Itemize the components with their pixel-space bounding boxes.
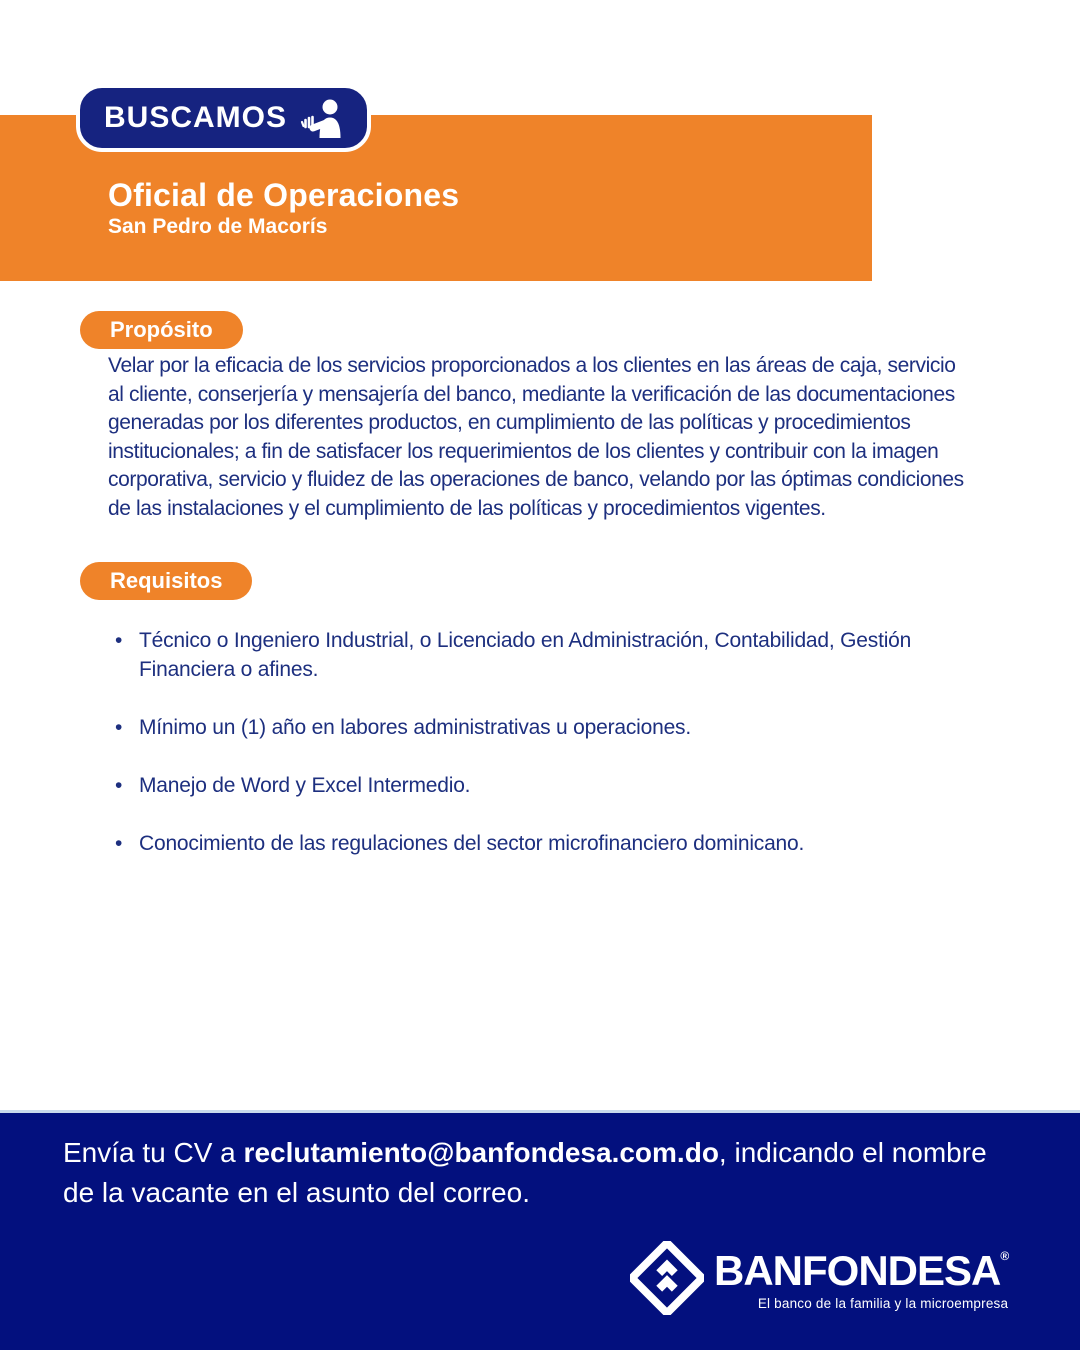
- contact-email[interactable]: reclutamiento@banfondesa.com.do: [243, 1137, 719, 1168]
- person-waving-icon: [299, 98, 345, 138]
- list-item: • Mínimo un (1) año en labores administrativas u operaciones.: [113, 713, 913, 742]
- banfondesa-logo: [630, 1241, 1008, 1320]
- list-item: • Manejo de Word y Excel Intermedio.: [113, 771, 913, 800]
- contact-prefix: Envía tu CV a: [63, 1137, 244, 1168]
- page-title: Oficial de Operaciones: [108, 177, 460, 213]
- banfondesa-diamond-icon: [630, 1241, 704, 1320]
- contact-instructions: [63, 1133, 1013, 1213]
- buscamos-label: BUSCAMOS: [104, 101, 288, 134]
- list-item: • Conocimiento de las regulaciones del sector microfinanciero dominicano.: [113, 829, 913, 858]
- proposito-body-text: Velar por la eficacia de los servicios proporcionados a los clientes en las áreas de caja, servicio al cliente, conserjería y mensajería del banco, mediante la verificación de las documentaciones generadas por los diferentes productos, en cumplimiento de las políticas y procedimientos institucionales; a fin de satisfacer los requerimientos de los clientes y contribuir con la imagen corporativa, servicio y fluidez de las operaciones de banco, velando por las óptimas condiciones de las instalaciones y el cumplimiento de las políticas y procedimientos vigentes.: [108, 354, 964, 520]
- requisitos-list: [113, 626, 913, 887]
- list-item: • Técnico o Ingeniero Industrial, o Licenciado en Administración, Contabilidad, Gestión Financiera o afines.: [113, 626, 913, 684]
- buscamos-badge: [76, 84, 371, 152]
- footer: [0, 1110, 1080, 1350]
- logo-tagline: El banco de la familia y la microempresa: [757, 1296, 1009, 1311]
- contact-suffix: , indicando el nombre de la vacante en el asunto del correo.: [63, 1137, 987, 1208]
- section-pill-requisitos: Requisitos: [80, 562, 252, 600]
- registered-mark: ®: [1000, 1249, 1009, 1263]
- location-subtitle: San Pedro de Macorís: [108, 215, 328, 238]
- logo-wordmark: BANFONDESA®: [714, 1247, 1009, 1294]
- section-pill-proposito: Propósito: [80, 311, 243, 349]
- logo-text-block: [714, 1247, 1009, 1311]
